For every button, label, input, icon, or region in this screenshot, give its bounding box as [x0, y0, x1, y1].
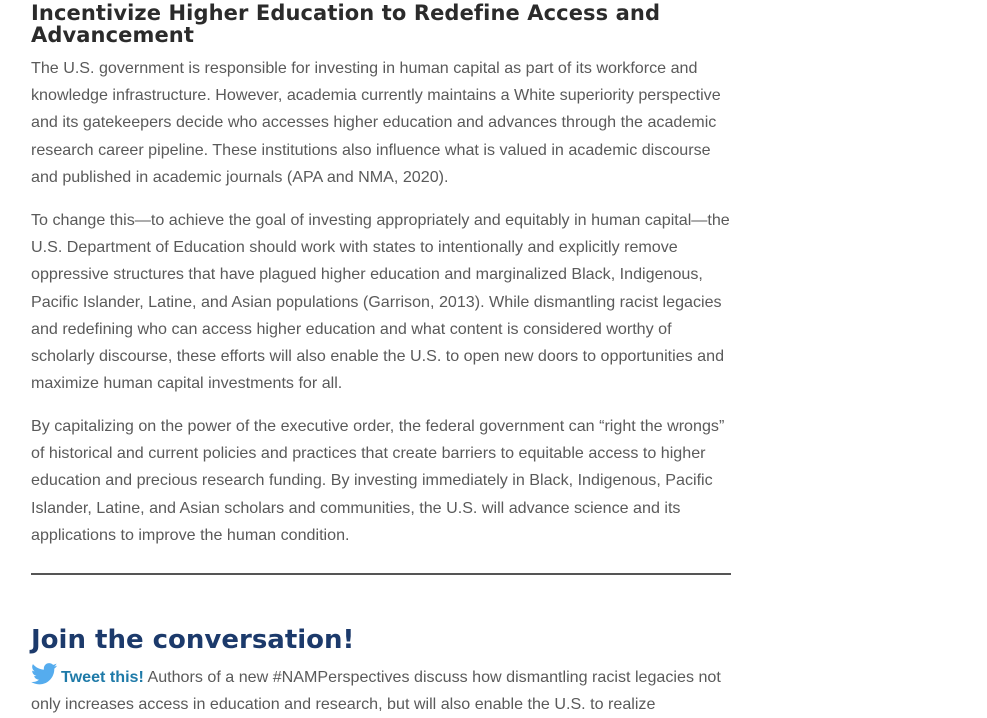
section-divider [31, 573, 731, 575]
article [31, 0, 731, 714]
paragraph-3: By capitalizing on the power of the executive order, the federal government can “right the wrongs” of historical and current policies and practices that create barriers to equitable access to higher education and precious research funding. By investing immediately in Black, Indigenous, Pacific Islander, Latine, and Asian scholars and communities, the U.S. will advance science and its applications to improve the human condition. [31, 417, 725, 544]
paragraph-2: To change this—to achieve the goal of investing appropriately and equitably in human capital—the U.S. Department of Education should work with states to intentionally and explicitly remove oppressive structures that have plagued higher education and marginalized Black, Indigenous, Pacific Islander, Latine, and Asian populations (Garrison, 2013). While dismantling racist legacies and redefining who can access higher education and what content is considered worthy of scholarly discourse, these efforts will also enable the U.S. to open new doors to opportunities and maximize human capital investments for all. [31, 211, 730, 393]
join-conversation-heading: Join the conversation! [31, 625, 355, 655]
tweet-this-link[interactable]: Tweet this! [61, 668, 144, 686]
twitter-bird-icon[interactable] [31, 663, 58, 685]
tweet-block [31, 663, 731, 718]
paragraph-1: The U.S. government is responsible for investing in human capital as part of its workforce and knowledge infrastructure. However, academia currently maintains a White superiority perspective and its gatekeepers decide who accesses higher education and advances through the academic research career pipeline. These institutions also influence what is valued in academic discourse and published in academic journals (APA and NMA, 2020). [31, 59, 721, 186]
section-heading: Incentivize Higher Education to Redefine Access and Advancement [31, 1, 661, 47]
tweet-text: Authors of a new #NAMPerspectives discuss how dismantling racist legacies not only increases access in education and research, but will also enable the U.S. to realize [31, 668, 721, 714]
